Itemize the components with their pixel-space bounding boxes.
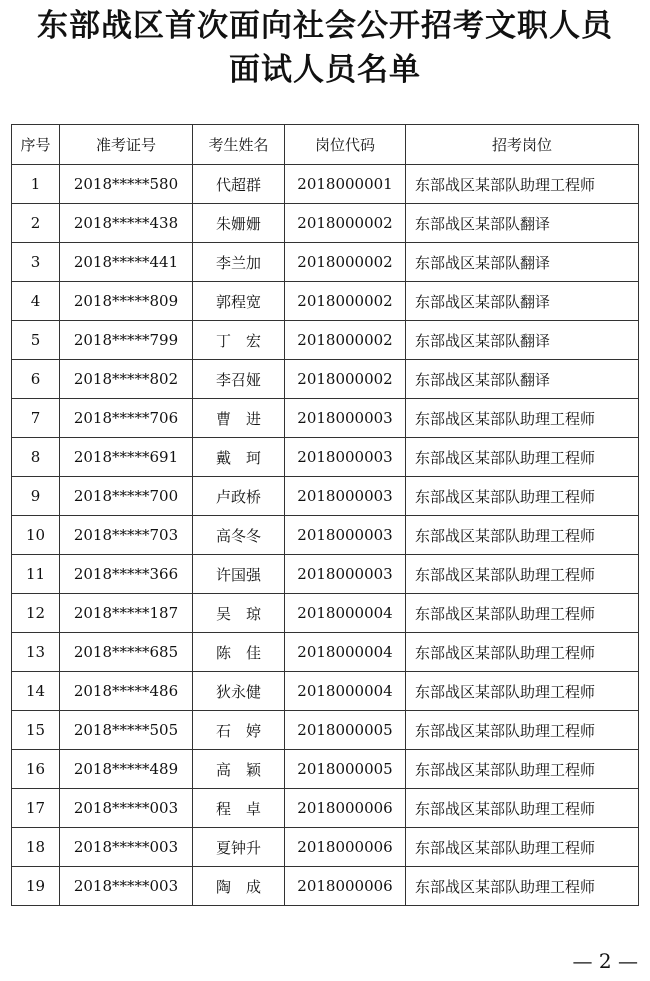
cell-serial-number: 9 <box>12 477 60 516</box>
table-row <box>12 711 639 750</box>
table-row <box>12 321 639 360</box>
cell-position: 东部战区某部队翻译 <box>406 243 639 282</box>
cell-position: 东部战区某部队助理工程师 <box>406 165 639 204</box>
interview-roster-table <box>11 124 639 906</box>
table-row <box>12 477 639 516</box>
cell-serial-number: 16 <box>12 750 60 789</box>
cell-serial-number: 12 <box>12 594 60 633</box>
cell-position: 东部战区某部队翻译 <box>406 282 639 321</box>
table-row <box>12 204 639 243</box>
header-admission-ticket: 准考证号 <box>60 125 193 165</box>
cell-serial-number: 1 <box>12 165 60 204</box>
cell-position-code: 2018000002 <box>285 321 406 360</box>
cell-position-code: 2018000004 <box>285 633 406 672</box>
cell-admission-ticket: 2018*****187 <box>60 594 193 633</box>
cell-admission-ticket: 2018*****802 <box>60 360 193 399</box>
cell-serial-number: 6 <box>12 360 60 399</box>
cell-candidate-name: 石 婷 <box>193 711 285 750</box>
header-candidate-name: 考生姓名 <box>193 125 285 165</box>
cell-candidate-name: 曹 进 <box>193 399 285 438</box>
cell-position-code: 2018000002 <box>285 243 406 282</box>
cell-candidate-name: 卢政桥 <box>193 477 285 516</box>
table-row <box>12 555 639 594</box>
cell-admission-ticket: 2018*****799 <box>60 321 193 360</box>
cell-admission-ticket: 2018*****700 <box>60 477 193 516</box>
cell-serial-number: 11 <box>12 555 60 594</box>
cell-position-code: 2018000003 <box>285 399 406 438</box>
cell-position-code: 2018000003 <box>285 516 406 555</box>
cell-candidate-name: 丁 宏 <box>193 321 285 360</box>
cell-admission-ticket: 2018*****505 <box>60 711 193 750</box>
header-serial-number: 序号 <box>12 125 60 165</box>
table-header-row <box>12 125 639 165</box>
table-row <box>12 165 639 204</box>
cell-candidate-name: 李召娅 <box>193 360 285 399</box>
cell-position: 东部战区某部队翻译 <box>406 204 639 243</box>
cell-position-code: 2018000003 <box>285 477 406 516</box>
cell-position: 东部战区某部队助理工程师 <box>406 477 639 516</box>
table-row <box>12 360 639 399</box>
cell-candidate-name: 狄永健 <box>193 672 285 711</box>
cell-serial-number: 7 <box>12 399 60 438</box>
cell-candidate-name: 戴 珂 <box>193 438 285 477</box>
cell-position-code: 2018000006 <box>285 828 406 867</box>
cell-position: 东部战区某部队助理工程师 <box>406 555 639 594</box>
cell-admission-ticket: 2018*****486 <box>60 672 193 711</box>
cell-candidate-name: 高冬冬 <box>193 516 285 555</box>
cell-admission-ticket: 2018*****489 <box>60 750 193 789</box>
cell-position-code: 2018000002 <box>285 282 406 321</box>
cell-position-code: 2018000006 <box>285 789 406 828</box>
cell-admission-ticket: 2018*****706 <box>60 399 193 438</box>
cell-position: 东部战区某部队翻译 <box>406 360 639 399</box>
cell-position: 东部战区某部队助理工程师 <box>406 789 639 828</box>
table-row <box>12 672 639 711</box>
cell-admission-ticket: 2018*****691 <box>60 438 193 477</box>
cell-position: 东部战区某部队翻译 <box>406 321 639 360</box>
cell-serial-number: 2 <box>12 204 60 243</box>
table-row <box>12 516 639 555</box>
cell-admission-ticket: 2018*****438 <box>60 204 193 243</box>
cell-admission-ticket: 2018*****580 <box>60 165 193 204</box>
cell-admission-ticket: 2018*****685 <box>60 633 193 672</box>
cell-candidate-name: 陶 成 <box>193 867 285 906</box>
cell-serial-number: 5 <box>12 321 60 360</box>
cell-candidate-name: 李兰加 <box>193 243 285 282</box>
cell-serial-number: 4 <box>12 282 60 321</box>
cell-position-code: 2018000001 <box>285 165 406 204</box>
document-title: 东部战区首次面向社会公开招考文职人员 <box>37 8 613 44</box>
table-row <box>12 399 639 438</box>
cell-position-code: 2018000005 <box>285 711 406 750</box>
cell-candidate-name: 陈 佳 <box>193 633 285 672</box>
cell-serial-number: 14 <box>12 672 60 711</box>
cell-serial-number: 3 <box>12 243 60 282</box>
cell-candidate-name: 朱姗姗 <box>193 204 285 243</box>
page-number: — 2 — <box>572 949 638 973</box>
table-row <box>12 438 639 477</box>
table-body <box>12 165 639 906</box>
cell-position: 东部战区某部队助理工程师 <box>406 633 639 672</box>
cell-position-code: 2018000003 <box>285 438 406 477</box>
table-row <box>12 282 639 321</box>
cell-position: 东部战区某部队助理工程师 <box>406 711 639 750</box>
cell-serial-number: 8 <box>12 438 60 477</box>
cell-admission-ticket: 2018*****003 <box>60 789 193 828</box>
cell-position: 东部战区某部队助理工程师 <box>406 750 639 789</box>
cell-candidate-name: 夏钟升 <box>193 828 285 867</box>
cell-position-code: 2018000003 <box>285 555 406 594</box>
cell-admission-ticket: 2018*****003 <box>60 828 193 867</box>
cell-position-code: 2018000002 <box>285 360 406 399</box>
cell-serial-number: 15 <box>12 711 60 750</box>
cell-candidate-name: 郭程宽 <box>193 282 285 321</box>
cell-serial-number: 10 <box>12 516 60 555</box>
cell-admission-ticket: 2018*****366 <box>60 555 193 594</box>
header-position-code: 岗位代码 <box>285 125 406 165</box>
table-row <box>12 594 639 633</box>
cell-position: 东部战区某部队助理工程师 <box>406 516 639 555</box>
cell-position: 东部战区某部队助理工程师 <box>406 828 639 867</box>
cell-candidate-name: 许国强 <box>193 555 285 594</box>
cell-serial-number: 19 <box>12 867 60 906</box>
cell-candidate-name: 代超群 <box>193 165 285 204</box>
table-row <box>12 633 639 672</box>
cell-position: 东部战区某部队助理工程师 <box>406 438 639 477</box>
cell-serial-number: 17 <box>12 789 60 828</box>
cell-serial-number: 13 <box>12 633 60 672</box>
cell-admission-ticket: 2018*****809 <box>60 282 193 321</box>
cell-admission-ticket: 2018*****441 <box>60 243 193 282</box>
cell-candidate-name: 吴 琼 <box>193 594 285 633</box>
cell-admission-ticket: 2018*****703 <box>60 516 193 555</box>
table-row <box>12 750 639 789</box>
table-row <box>12 828 639 867</box>
cell-position-code: 2018000006 <box>285 867 406 906</box>
table-row <box>12 243 639 282</box>
cell-candidate-name: 程 卓 <box>193 789 285 828</box>
cell-candidate-name: 高 颖 <box>193 750 285 789</box>
cell-position: 东部战区某部队助理工程师 <box>406 594 639 633</box>
cell-position: 东部战区某部队助理工程师 <box>406 672 639 711</box>
cell-position: 东部战区某部队助理工程师 <box>406 399 639 438</box>
cell-position-code: 2018000005 <box>285 750 406 789</box>
cell-position: 东部战区某部队助理工程师 <box>406 867 639 906</box>
cell-position-code: 2018000004 <box>285 594 406 633</box>
cell-position-code: 2018000004 <box>285 672 406 711</box>
table-row <box>12 867 639 906</box>
cell-position-code: 2018000002 <box>285 204 406 243</box>
header-position: 招考岗位 <box>406 125 639 165</box>
table-row <box>12 789 639 828</box>
document-subtitle: 面试人员名单 <box>229 52 421 88</box>
cell-serial-number: 18 <box>12 828 60 867</box>
cell-admission-ticket: 2018*****003 <box>60 867 193 906</box>
